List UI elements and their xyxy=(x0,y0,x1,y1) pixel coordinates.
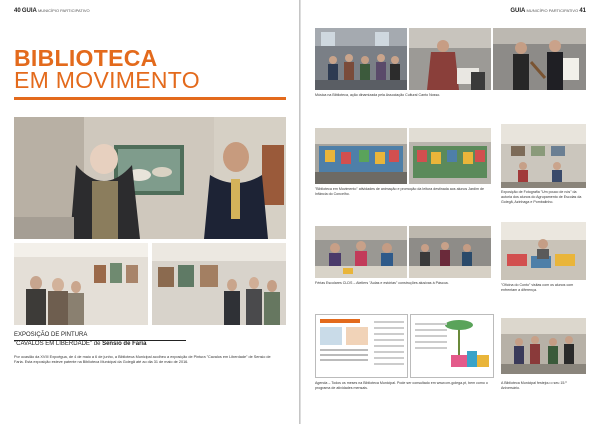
caption-music: Música na Biblioteca, ação dinamizada pela Associação Cultural Canto Nosso. xyxy=(315,93,441,97)
caption-agenda: Agenda – Todos os meses na Biblioteca Municipal. Pode ser consultado em www.cm-golega.pt, bem como o programa de atividades mensais. xyxy=(315,381,488,390)
photo-story-workshop-image xyxy=(501,222,586,280)
exhibition-heading xyxy=(14,332,274,348)
photo-artist-portrait-image xyxy=(14,117,286,239)
right-header-brand: GUIA xyxy=(510,8,526,14)
photo-kindergarten-group-1 xyxy=(315,128,407,184)
right-header-section: MUNICÍPIO PARTICIPATIVO xyxy=(526,8,579,13)
photo-anniversary xyxy=(501,318,586,374)
caption-story: "Oficina do Conto" visitas com os alunos com enfrentam a diferença. xyxy=(501,283,574,292)
exhibition-body: Por ocasião da XVIII Expoégua, de 4 de maio a 6 de junho, a Biblioteca Municipal acolheu a exposição de Pintura "Cavalos em Liberdade" de Sensio de Faria. Esta exposição esteve patente na Biblioteca Municipal da Golegã até ao dia 31 de maio de 2016. xyxy=(14,355,271,364)
left-header-brand: GUIA xyxy=(21,8,37,14)
left-page xyxy=(0,0,299,424)
photo-gallery-visitors-image xyxy=(14,243,148,325)
photo-music-performer-image xyxy=(409,28,491,90)
title-line-1: BIBLIOTECA xyxy=(14,45,158,71)
exhibition-title: "CAVALOS EM LIBERDADE" de xyxy=(14,341,101,347)
photo-music-performer xyxy=(409,28,491,90)
photo-music-audience-image xyxy=(315,28,407,90)
right-page-number: 41 xyxy=(579,8,586,14)
right-page xyxy=(301,0,600,424)
caption-easter: Férias Escolares CLDS – Ateliers "Aulas e estórias" construções alusivas à Páscoa. xyxy=(315,281,449,285)
photo-easter-atelier-2-image xyxy=(409,226,491,278)
photo-music-ensemble xyxy=(493,28,586,90)
photo-photography-expo-image xyxy=(501,124,586,188)
photo-easter-atelier-2 xyxy=(409,226,491,278)
exhibition-label: EXPOSIÇÃO DE PINTURA xyxy=(14,332,186,341)
right-header xyxy=(510,8,586,14)
photo-gallery-visitors xyxy=(14,243,148,325)
photo-kindergarten-group-1-image xyxy=(315,128,407,184)
left-header-section: MUNICÍPIO PARTICIPATIVO xyxy=(37,8,90,13)
caption-photo-expo: Exposição de Fotografia "Um pouco de nós" da autoria dos alunos do Agrupamento de Escolas da Golegã, Azinhaga e Pombalinho. xyxy=(501,190,582,204)
photo-kindergarten-group-2-image xyxy=(409,128,491,184)
photo-artist-portrait xyxy=(14,117,286,239)
photo-photography-expo xyxy=(501,124,586,188)
agenda-flyer-2 xyxy=(410,314,494,378)
agenda-flyer-2-image xyxy=(411,315,494,378)
photo-easter-atelier-1 xyxy=(315,226,407,278)
title-rule xyxy=(14,97,286,100)
caption-anniversary: A Biblioteca Municipal festejou o seu 15.º Aniversário. xyxy=(501,381,567,390)
photo-kindergarten-group-2 xyxy=(409,128,491,184)
page-title xyxy=(14,47,200,91)
title-line-2: EM MOVIMENTO xyxy=(14,67,200,93)
photo-gallery-hall-image xyxy=(152,243,286,325)
agenda-flyer-1-image xyxy=(316,315,408,378)
agenda-flyer-1 xyxy=(315,314,408,378)
caption-movement: "Biblioteca em Movimento" atividades de animação e promoção da leitura destinada aos alunos Jardim de Infância do Concelho. xyxy=(315,187,484,196)
left-page-number: 40 xyxy=(14,8,21,14)
photo-anniversary-image xyxy=(501,318,586,374)
photo-easter-atelier-1-image xyxy=(315,226,407,278)
photo-story-workshop xyxy=(501,222,586,280)
photo-music-ensemble-image xyxy=(493,28,586,90)
photo-gallery-hall xyxy=(152,243,286,325)
left-header xyxy=(14,8,90,14)
photo-music-audience xyxy=(315,28,407,90)
exhibition-artist: Sensio de Faria xyxy=(102,341,147,347)
